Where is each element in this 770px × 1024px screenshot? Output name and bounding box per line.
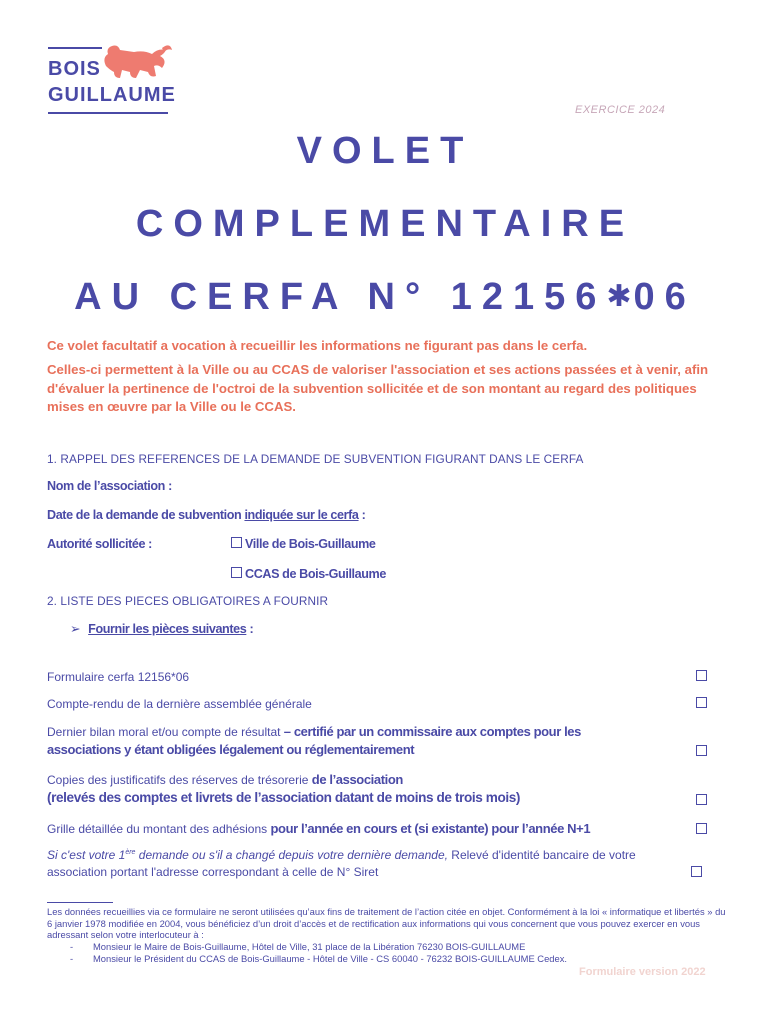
intro-paragraph-1: Ce volet facultatif a vocation à recueillir les informations ne figurant pas dans le cerfa. — [47, 338, 588, 353]
intro-paragraph-2: Celles-ci permettent à la Ville ou au CCAS de valoriser l'association et ses actions passées et à venir, afin d'évaluer la pertinence de l'octroi de la subvention sollicitée et de son montant au regard des politiques mises en œuvre par la Ville ou le CCAS. — [47, 362, 709, 414]
footer-contact-maire: Monsieur le Maire de Bois-Guillaume, Hôtel de Ville, 31 place de la Libération 76230 BOIS-GUILLAUME — [93, 941, 526, 952]
checkbox-ccas-label: CCAS de Bois-Guillaume — [245, 567, 386, 581]
logo-rule-bottom — [48, 112, 168, 114]
section-2-sub-label: Fournir les pièces suivantes — [88, 622, 247, 636]
exercice-label: EXERCICE 2024 — [575, 104, 666, 116]
lion-icon — [100, 40, 174, 84]
form-version: Formulaire version 2022 — [579, 966, 706, 978]
field-autorite: Autorité sollicitée : — [47, 537, 152, 551]
checkbox-ccas[interactable] — [231, 567, 386, 581]
list-item-rib — [47, 848, 636, 862]
tresorerie-text: Copies des justificatifs des réserves de trésorerie — [47, 773, 312, 787]
rib-italic-b: demande ou s'il a changé depuis votre dernière demande, — [135, 848, 452, 862]
list-item-rib-line2: association portant l'adresse correspondant à celle de N° Siret — [47, 865, 379, 879]
bilan-bold-2: associations y étant obligées légalement ou réglementairement — [47, 742, 415, 757]
list-item-compte-rendu: Compte-rendu de la dernière assemblée générale — [47, 697, 312, 711]
rib-italic-a: Si c'est votre 1 — [47, 848, 126, 862]
list-item-adhesions — [47, 821, 590, 836]
adhesions-bold: pour l’année en cours et (si existante) pour l’année N+1 — [270, 821, 591, 836]
list-item-bilan-line2 — [47, 742, 414, 757]
bilan-bold: – certifié par un commissaire aux comptes pour les — [283, 724, 581, 739]
logo-text-guillaume: GUILLAUME — [48, 84, 176, 106]
title-cerfa-number: AU CERFA N° 12156 — [74, 276, 607, 318]
title-line-3 — [0, 276, 770, 319]
list-item-tresorerie — [47, 772, 403, 787]
arrow-icon: ➢ — [70, 622, 81, 636]
footer-legal-text: Les données recueillies via ce formulaire ne seront utilisées qu’aux fins de traitement de l’action citée en objet. Conformément à la loi « informatique et libertés » du 6 janvier 1978 modifiée en 2004, vous bénéficiez d’un droit d’accès et de rectification aux informations qui vous concernent que vous pouvez exercer en vous adressant selon votre interlocuteur à : — [47, 906, 726, 941]
field-date-demande — [47, 508, 365, 522]
rib-sup: ère — [125, 849, 136, 856]
checkbox-icon[interactable] — [696, 823, 707, 834]
title-line-1: VOLET — [296, 130, 474, 172]
adhesions-text: Grille détaillée du montant des adhésions — [47, 822, 271, 836]
footer-bullet: - — [70, 941, 74, 952]
title-cerfa-version: 06 — [633, 276, 696, 318]
footer-bullet: - — [70, 953, 74, 964]
section-2-sub-colon: : — [246, 622, 254, 636]
checkbox-ville[interactable] — [231, 537, 376, 551]
tresorerie-bold: de l’association — [311, 772, 403, 787]
list-item-bilan — [47, 724, 581, 739]
bilan-text: Dernier bilan moral et/ou compte de résultat — [47, 725, 284, 739]
section-2-heading: 2. LISTE DES PIECES OBLIGATOIRES A FOURNIR — [47, 594, 329, 608]
list-item-cerfa: Formulaire cerfa 12156*06 — [47, 670, 190, 684]
checkbox-icon[interactable] — [231, 537, 242, 548]
checkbox-icon[interactable] — [696, 670, 707, 681]
tresorerie-bold-2: (relevés des comptes et livrets de l’association datant de moins de trois mois) — [47, 790, 521, 805]
rib-text: Relevé d'identité bancaire de votre — [451, 848, 636, 862]
checkbox-icon[interactable] — [696, 697, 707, 708]
field-nom-association: Nom de l’association : — [47, 479, 172, 493]
field-date-colon: : — [358, 508, 366, 522]
list-item-tresorerie-line2 — [47, 790, 520, 805]
field-date-underlined: indiquée sur le cerfa — [244, 508, 359, 522]
footer-rule — [47, 902, 113, 903]
asterisk-icon: ✱ — [606, 280, 634, 313]
footer-contact-ccas: Monsieur le Président du CCAS de Bois-Guillaume - Hôtel de Ville - CS 60040 - 76232 BOIS-GUILLAUME Cedex. — [93, 953, 568, 964]
title-line-2: COMPLEMENTAIRE — [135, 203, 635, 245]
logo-rule-top — [48, 47, 102, 49]
section-2-subheading — [70, 621, 253, 636]
section-1-heading: 1. RAPPEL DES REFERENCES DE LA DEMANDE DE SUBVENTION FIGURANT DANS LE CERFA — [47, 452, 584, 466]
checkbox-ville-label: Ville de Bois-Guillaume — [245, 537, 376, 551]
field-date-label: Date de la demande de subvention — [47, 508, 245, 522]
checkbox-icon[interactable] — [696, 794, 707, 805]
checkbox-icon[interactable] — [696, 745, 707, 756]
checkbox-icon[interactable] — [231, 567, 242, 578]
logo-text-bois: BOIS — [48, 58, 101, 80]
checkbox-icon[interactable] — [691, 866, 702, 877]
